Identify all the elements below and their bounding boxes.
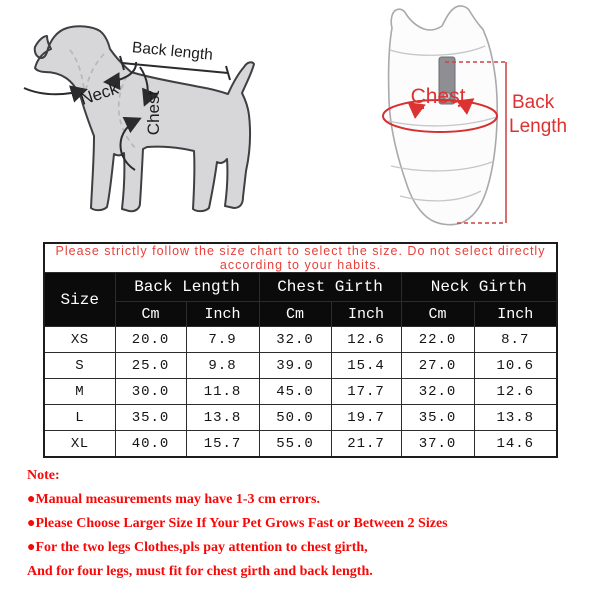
value-cell: 45.0 (259, 379, 331, 405)
notes-section (27, 464, 592, 584)
size-chart-notice: Please strictly follow the size chart to select the size. Do not select directly according to your habits. (44, 243, 557, 273)
value-cell: 8.7 (474, 327, 557, 353)
value-cell: 17.7 (331, 379, 401, 405)
value-cell: 37.0 (401, 431, 474, 458)
note-line: ●Manual measurements may have 1-3 cm errors. (27, 492, 320, 507)
table-row-l (44, 405, 557, 431)
value-cell: 21.7 (331, 431, 401, 458)
value-cell: 11.8 (186, 379, 259, 405)
value-cell: 35.0 (115, 405, 186, 431)
value-cell: 32.0 (401, 379, 474, 405)
column-header-neck-girth: Neck Girth (401, 273, 557, 302)
value-cell: 55.0 (259, 431, 331, 458)
column-header-back-length: Back Length (115, 273, 259, 302)
size-cell: M (44, 379, 115, 405)
size-cell: XL (44, 431, 115, 458)
table-notice-row (44, 243, 557, 273)
column-header-size: Size (44, 273, 115, 327)
note-line: And for four legs, must fit for chest girth and back length. (27, 564, 373, 579)
value-cell: 9.8 (186, 353, 259, 379)
value-cell: 7.9 (186, 327, 259, 353)
value-cell: 39.0 (259, 353, 331, 379)
table-row-xs (44, 327, 557, 353)
dog-back-length-label: Back length (131, 39, 214, 64)
value-cell: 35.0 (401, 405, 474, 431)
value-cell: 27.0 (401, 353, 474, 379)
unit-header-chest-cm: Cm (259, 302, 331, 327)
vest-back-length-label-line2: Length (509, 116, 568, 137)
value-cell: 20.0 (115, 327, 186, 353)
column-header-chest-girth: Chest Girth (259, 273, 401, 302)
value-cell: 22.0 (401, 327, 474, 353)
vest-chest-label: Chest (410, 85, 466, 108)
note-line: ●Please Choose Larger Size If Your Pet Grows Fast or Between 2 Sizes (27, 516, 448, 531)
size-cell: S (44, 353, 115, 379)
value-cell: 12.6 (474, 379, 557, 405)
unit-header-chest-inch: Inch (331, 302, 401, 327)
size-cell: L (44, 405, 115, 431)
value-cell: 13.8 (474, 405, 557, 431)
value-cell: 12.6 (331, 327, 401, 353)
note-line: ●For the two legs Clothes,pls pay attention to chest girth, (27, 540, 368, 555)
vest-back-length-label-line1: Back (512, 92, 555, 113)
notes-title: Note: (27, 468, 60, 483)
size-cell: XS (44, 327, 115, 353)
unit-header-back-cm: Cm (115, 302, 186, 327)
vest-outline (389, 6, 498, 225)
value-cell: 15.7 (186, 431, 259, 458)
table-unit-header-row (44, 302, 557, 327)
value-cell: 40.0 (115, 431, 186, 458)
value-cell: 30.0 (115, 379, 186, 405)
value-cell: 19.7 (331, 405, 401, 431)
table-row-xl (44, 431, 557, 458)
dog-neck-label: Neck (77, 78, 121, 109)
value-cell: 10.6 (474, 353, 557, 379)
value-cell: 50.0 (259, 405, 331, 431)
dog-chest-label: Chest (144, 90, 163, 136)
vest-measurement-diagram (330, 0, 600, 235)
table-group-header-row (44, 273, 557, 302)
unit-header-back-inch: Inch (186, 302, 259, 327)
value-cell: 15.4 (331, 353, 401, 379)
table-row-m (44, 379, 557, 405)
table-row-s (44, 353, 557, 379)
unit-header-neck-inch: Inch (474, 302, 557, 327)
dog-measurement-diagram (0, 0, 300, 235)
size-chart-table (43, 242, 558, 458)
value-cell: 14.6 (474, 431, 557, 458)
value-cell: 32.0 (259, 327, 331, 353)
value-cell: 25.0 (115, 353, 186, 379)
unit-header-neck-cm: Cm (401, 302, 474, 327)
value-cell: 13.8 (186, 405, 259, 431)
